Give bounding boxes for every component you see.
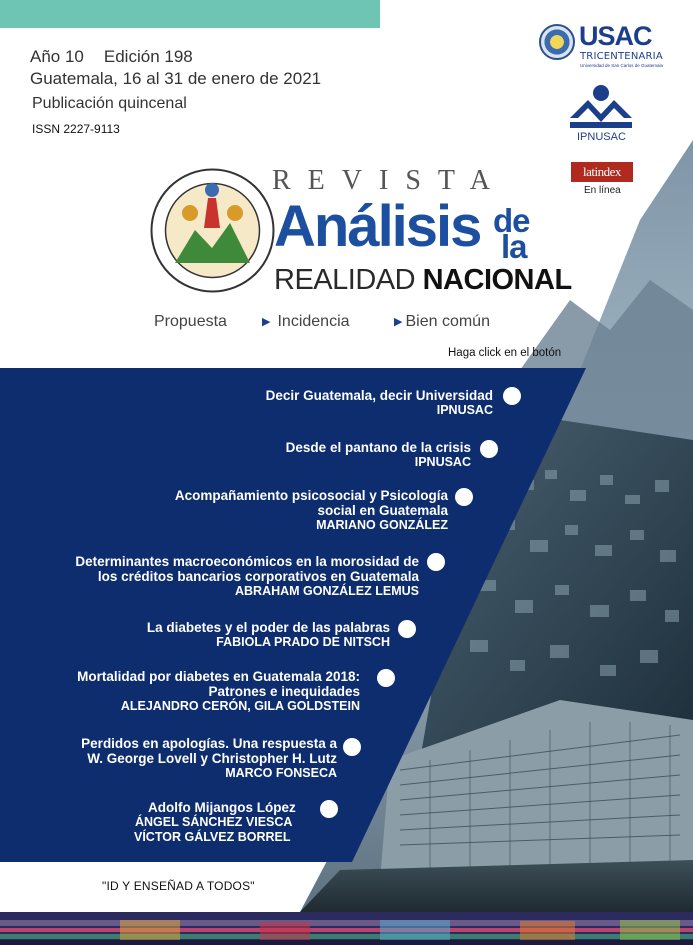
article-title: Desde el pantano de la crisis	[285, 440, 471, 455]
article-6	[77, 669, 360, 714]
issue-frequency: Publicación quincenal	[32, 95, 187, 112]
article-title-line2: los créditos bancarios corporativos en Guatemala	[97, 569, 419, 584]
article-5	[147, 620, 390, 650]
article-4	[75, 554, 419, 599]
article-author: FABIOLA PRADO DE NITSCH	[216, 635, 390, 649]
article-7-button[interactable]	[343, 738, 361, 756]
article-7	[81, 736, 337, 781]
article-title-line2: Patrones e inequidades	[208, 684, 360, 699]
issue-date: Guatemala, 16 al 31 de enero de 2021	[30, 69, 322, 88]
tagline-incidencia-label: Incidencia	[277, 313, 350, 330]
tagline-bien-comun-label: Bien común	[405, 313, 490, 330]
article-author: IPNUSAC	[414, 455, 471, 469]
bottom-textile-strip	[0, 912, 693, 945]
article-3	[175, 488, 448, 533]
article-3-button[interactable]	[455, 488, 473, 506]
tagline-propuesta: Propuesta	[154, 313, 227, 330]
triangle-right-icon: ▶	[262, 316, 271, 328]
article-author-line1: ÁNGEL SÁNCHEZ VIESCA	[135, 815, 293, 829]
usac-name: USAC	[579, 21, 652, 51]
article-8-button[interactable]	[320, 800, 338, 818]
masthead-de: de	[493, 202, 530, 239]
article-1-button[interactable]	[503, 387, 521, 405]
article-title-line2: W. George Lovell y Christopher H. Lutz	[87, 751, 337, 766]
article-author: IPNUSAC	[436, 403, 493, 417]
article-author-line2: VÍCTOR GÁLVEZ BORREL	[134, 830, 291, 844]
issn: ISSN 2227-9113	[32, 122, 120, 136]
article-author: ABRAHAM GONZÁLEZ LEMUS	[234, 584, 419, 598]
article-2-button[interactable]	[480, 440, 498, 458]
article-author: MARCO FONSECA	[225, 766, 337, 780]
article-6-button[interactable]	[377, 669, 395, 687]
article-title-line1: Mortalidad por diabetes en Guatemala 2018:	[77, 669, 360, 684]
ipnusac-label: IPNUSAC	[577, 131, 626, 143]
article-title-line1: Acompañamiento psicosocial y Psicología	[174, 488, 448, 503]
usac-tricentenaria: TRICENTENARIA	[580, 51, 663, 62]
click-hint: Haga click en el botón	[448, 347, 562, 359]
article-5-button[interactable]	[398, 620, 416, 638]
article-author: MARIANO GONZÁLEZ	[316, 518, 448, 532]
article-author: ALEJANDRO CERÓN, GILA GOLDSTEIN	[120, 699, 360, 713]
usac-subtitle: Universidad de San Carlos de Guatemala	[580, 63, 664, 68]
latindex-label: latindex	[583, 164, 621, 179]
masthead-nacional: NACIONAL	[422, 264, 572, 296]
issue-year: Año 10	[30, 47, 84, 66]
article-title: Adolfo Mijangos López	[148, 800, 296, 815]
issue-edition: Edición 198	[103, 47, 193, 66]
masthead-realidad: REALIDAD	[274, 264, 416, 296]
en-linea-label: En línea	[584, 185, 621, 196]
article-title-line2: social en Guatemala	[317, 503, 448, 518]
masthead-analisis: Análisis	[274, 194, 481, 259]
article-8	[134, 800, 338, 845]
masthead-revista: REVISTA	[272, 165, 507, 196]
article-2	[286, 440, 471, 470]
university-motto: "ID Y ENSEÑAD A TODOS"	[102, 879, 255, 893]
article-title: Decir Guatemala, decir Universidad	[265, 388, 493, 403]
article-title-line1: Determinantes macroeconómicos en la morosidad de	[75, 554, 419, 569]
triangle-right-icon: ▶	[394, 316, 403, 328]
article-title: La diabetes y el poder de las palabras	[146, 620, 390, 635]
article-title-line1: Perdidos en apologías. Una respuesta a	[81, 736, 337, 751]
article-4-button[interactable]	[427, 553, 445, 571]
masthead-la: la	[501, 228, 527, 265]
article-1	[266, 388, 493, 418]
